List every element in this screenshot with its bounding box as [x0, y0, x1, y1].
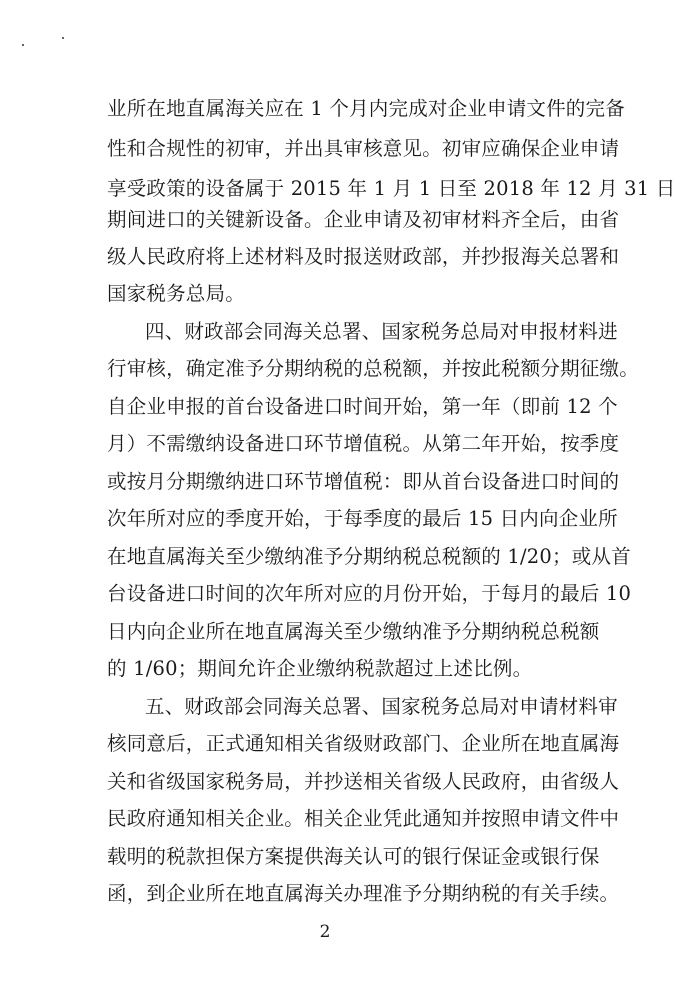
text-line: 在地直属海关至少缴纳准予分期纳税总税额的 1/20；或从首: [107, 545, 631, 568]
text-line: 性和合规性的初审，并出具审核意见。初审应确保企业申请: [107, 137, 620, 160]
text-line: 的 1/60；期间允许企业缴纳税款超过上述比例。: [107, 657, 533, 680]
text-line: 业所在地直属海关应在 1 个月内完成对企业申请文件的完备: [107, 97, 625, 120]
paragraph-5-start: 五、财政部会同海关总署、国家税务总局对申请材料审: [145, 695, 618, 718]
text-line: 国家税务总局。: [107, 282, 245, 305]
text-line: 期间进口的关键新设备。企业申请及初审材料齐全后，由省: [107, 208, 620, 231]
text-line: 或按月分期缴纳进口环节增值税：即从首台设备进口时间的: [107, 470, 620, 493]
text-line: 民政府通知相关企业。相关企业凭此通知并按照申请文件中: [107, 807, 620, 830]
text-line: 行审核，确定准予分期纳税的总税额，并按此税额分期征缴。: [107, 357, 639, 380]
text-line: 享受政策的设备属于 2015 年 1 月 1 日至 2018 年 12 月 31 日: [107, 177, 676, 200]
text-line: 日内向企业所在地直属海关至少缴纳准予分期纳税总税额: [107, 620, 600, 643]
text-line: 自企业申报的首台设备进口时间开始，第一年（即前 12 个: [107, 395, 618, 418]
paragraph-4-start: 四、财政部会同海关总署、国家税务总局对申报材料进: [145, 320, 618, 343]
text-line: 函，到企业所在地直属海关办理准予分期纳税的有关手续。: [107, 882, 620, 905]
text-line: 关和省级国家税务局，并抄送相关省级人民政府，由省级人: [107, 770, 620, 793]
text-line: 核同意后，正式通知相关省级财政部门、企业所在地直属海: [107, 732, 620, 755]
text-line: 台设备进口时间的次年所对应的月份开始，于每月的最后 10: [107, 582, 632, 605]
text-line: 级人民政府将上述材料及时报送财政部，并抄报海关总署和: [107, 245, 620, 268]
text-line: 载明的税款担保方案提供海关认可的银行保证金或银行保: [107, 845, 600, 868]
page-number: 2: [319, 922, 331, 942]
text-line: 次年所对应的季度开始，于每季度的最后 15 日内向企业所: [107, 507, 618, 530]
text-line: 月）不需缴纳设备进口环节增值税。从第二年开始，按季度: [107, 432, 620, 455]
